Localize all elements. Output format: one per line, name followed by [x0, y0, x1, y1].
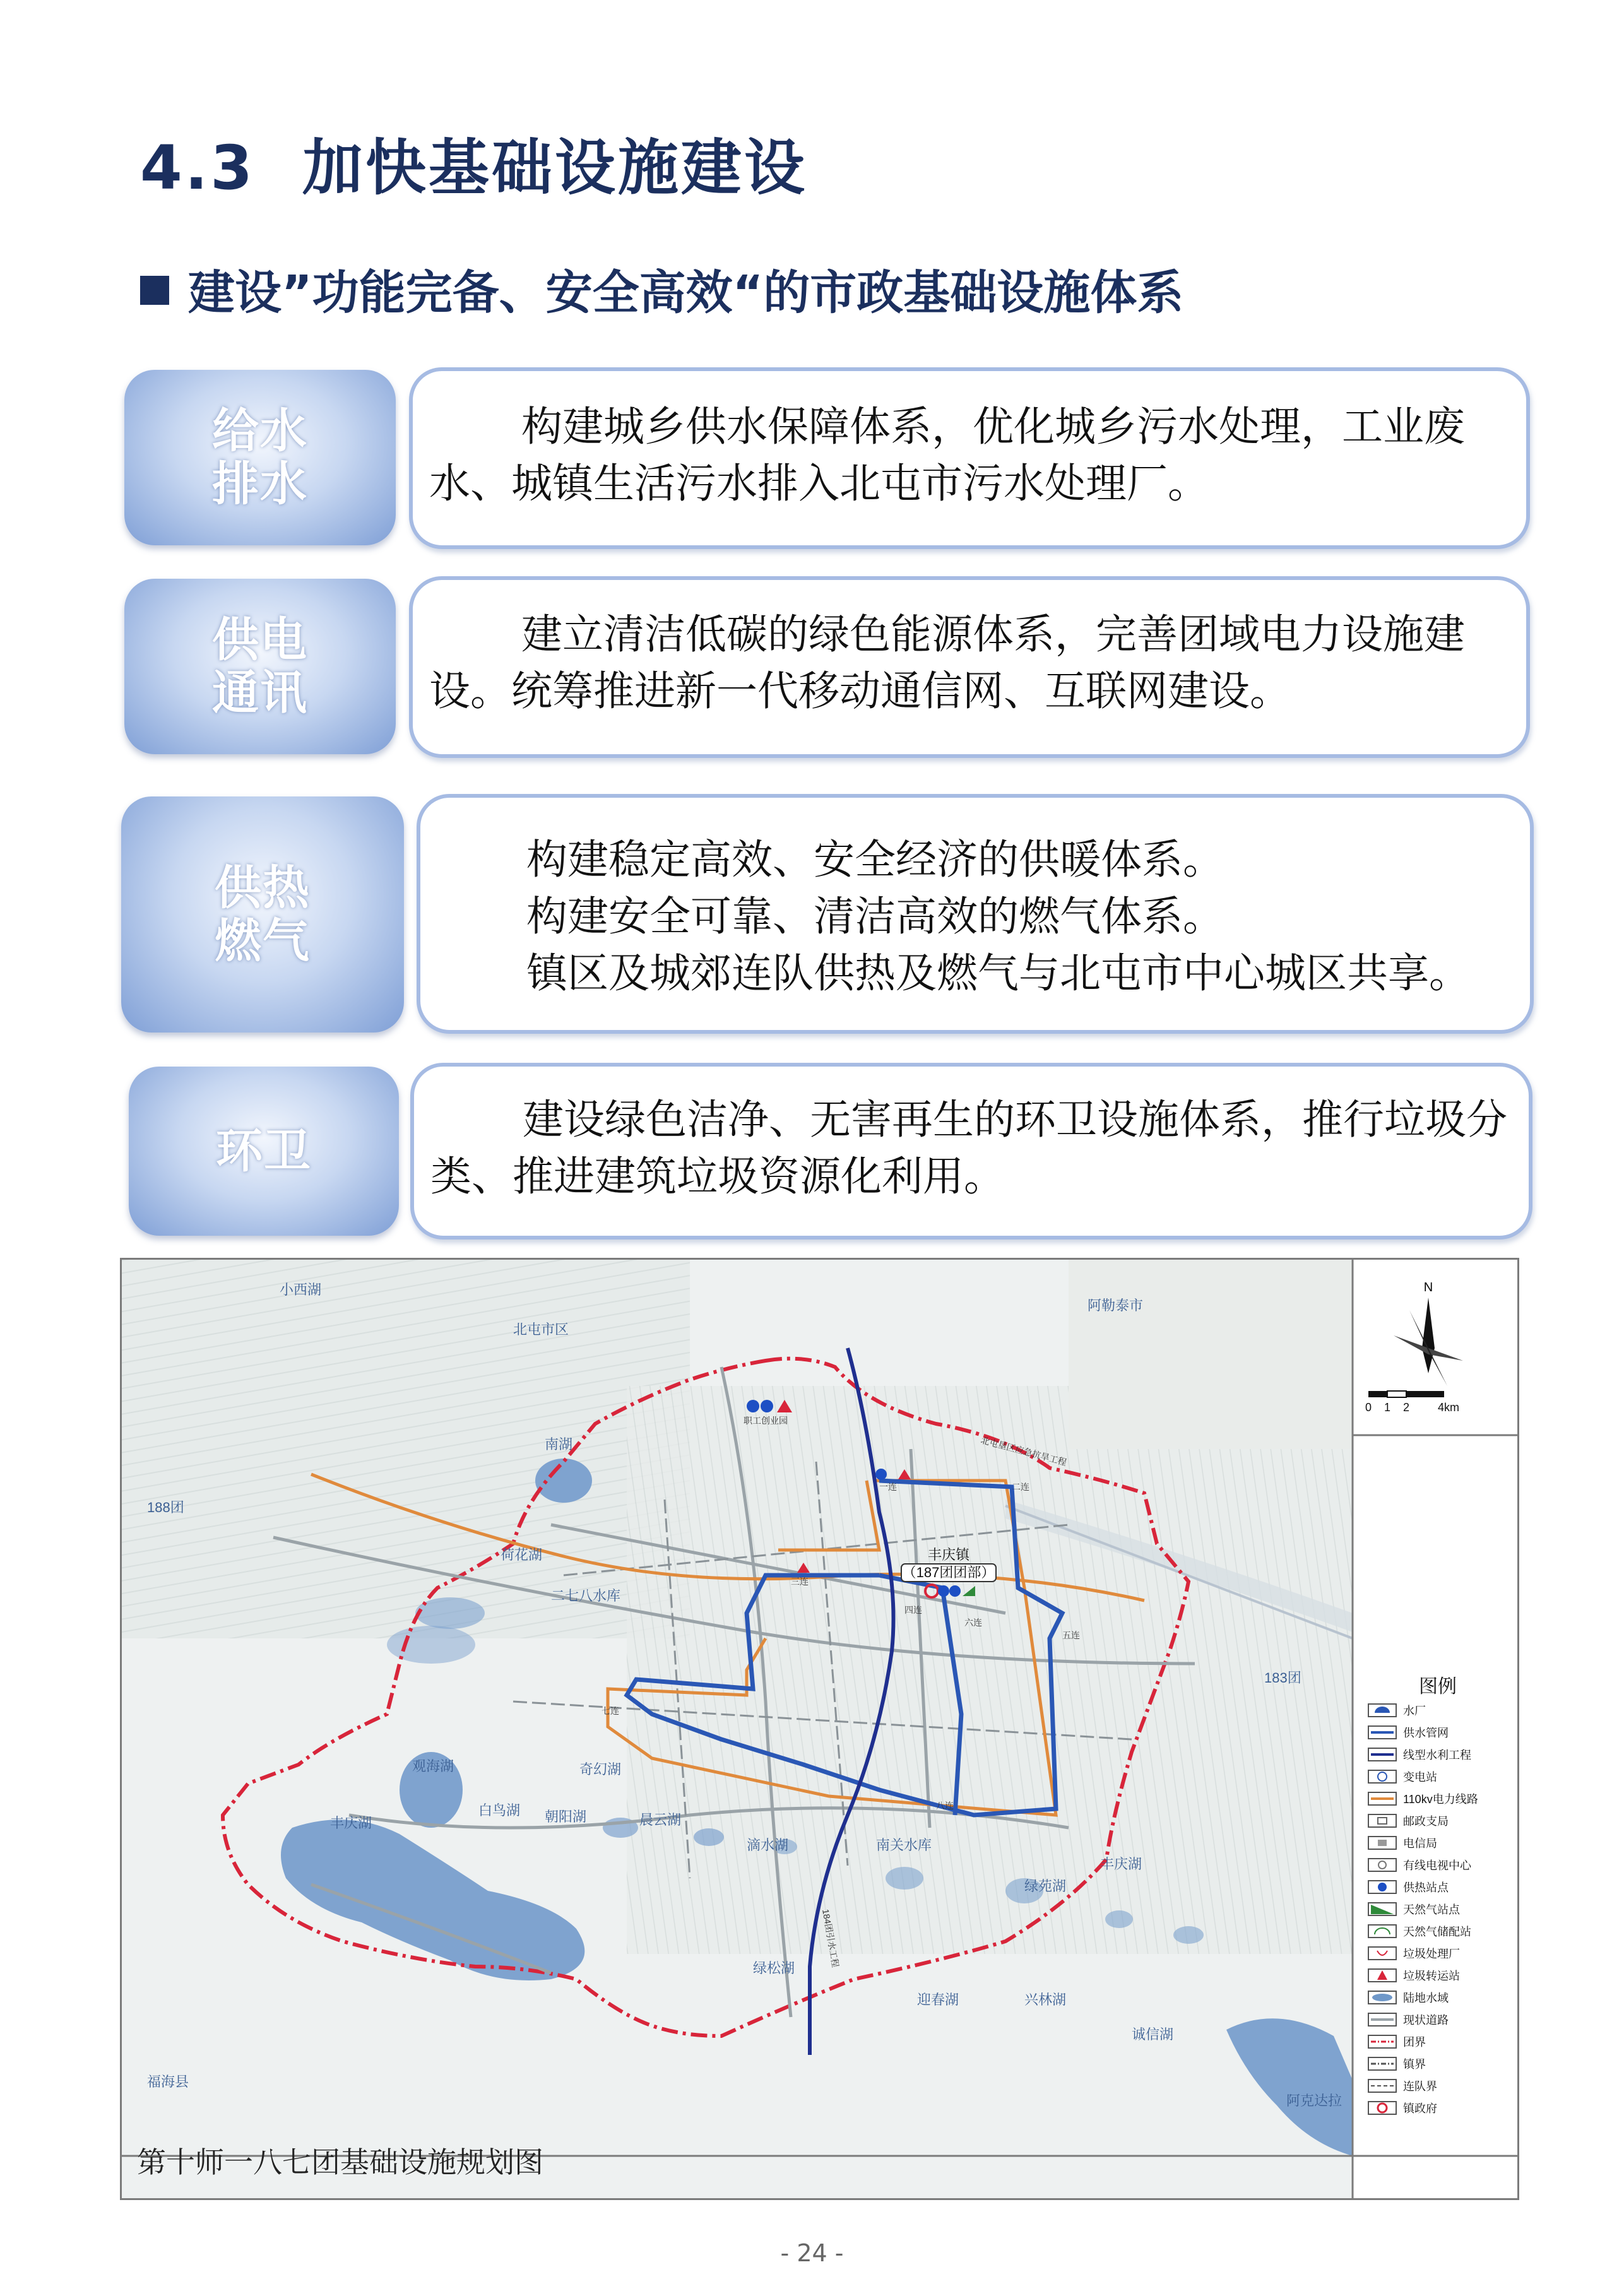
section-number: 4.3 — [140, 133, 256, 203]
place-label: 南湖 — [545, 1436, 573, 1452]
legend-item — [1368, 2102, 1437, 2115]
category-label-line2: 通讯 — [212, 666, 308, 720]
place-label: 晨云湖 — [639, 1812, 682, 1828]
category-badge-water — [124, 370, 396, 545]
settlement-label: 六连 — [964, 1618, 982, 1628]
legend-label: 连队界 — [1403, 2080, 1437, 2093]
place-label: 绿苑湖 — [1024, 1878, 1067, 1894]
category-description-heating — [417, 794, 1534, 1034]
water-area-icon — [1368, 1991, 1396, 2004]
description-paragraph: 镇区及城郊连队供热及燃气与北屯市中心城区共享。 — [526, 950, 1471, 997]
legend-item — [1368, 1748, 1471, 1761]
map-svg — [122, 1260, 1517, 2198]
category-description-water — [409, 367, 1530, 549]
heating-station-icon — [1368, 1881, 1396, 1893]
place-label: 188团 — [147, 1500, 184, 1515]
legend-label: 供热站点 — [1403, 1881, 1449, 1894]
description-paragraph: 建立清洁低碳的绿色能源体系，完善团域电力设施建设。统筹推进新一代移动通信网、互联网建设。 — [429, 611, 1466, 715]
legend-label: 垃圾处理厂 — [1403, 1948, 1460, 1960]
place-label: 183团 — [1264, 1670, 1301, 1686]
legend-label: 镇界 — [1403, 2058, 1426, 2071]
settlement-label: 三连 — [791, 1577, 809, 1587]
legend-item — [1368, 1814, 1449, 1828]
water-plant-icon — [938, 1585, 949, 1597]
subsection-heading — [140, 256, 1183, 323]
place-label: 小西湖 — [280, 1282, 322, 1298]
legend-item — [1368, 1792, 1478, 1806]
town-subtitle: （187团团部） — [902, 1565, 995, 1580]
scale-label: 2 — [1403, 1401, 1410, 1414]
description-paragraph: 构建城乡供水保障体系，优化城乡污水处理，工业废水、城镇生活污水排入北屯市污水处理厂。 — [429, 403, 1466, 507]
settlement-label: 七连 — [602, 1706, 619, 1716]
scale-label: 0 — [1365, 1401, 1372, 1414]
legend-item — [1368, 1726, 1449, 1739]
legend-label: 陆地水域 — [1403, 1992, 1449, 2004]
town-government-icon — [1368, 2102, 1396, 2114]
scale-label: 4km — [1438, 1401, 1460, 1414]
category-description-power — [409, 576, 1530, 758]
legend-label: 垃圾转运站 — [1403, 1970, 1460, 1982]
cable-tv-icon — [1368, 1859, 1396, 1871]
regiment-boundary-icon — [1368, 2035, 1396, 2048]
telecom-icon — [1368, 1837, 1396, 1849]
place-label: 北屯市区 — [513, 1322, 569, 1337]
gas-station-icon — [1368, 1903, 1396, 1915]
company-boundary-icon — [1368, 2080, 1396, 2092]
legend-item — [1368, 2013, 1449, 2027]
legend-label: 镇政府 — [1403, 2102, 1437, 2115]
legend-title: 图例 — [1419, 1676, 1457, 1697]
category-label-line1: 供热 — [215, 861, 311, 915]
legend-label: 团界 — [1403, 2036, 1426, 2049]
legend-label: 现状道路 — [1403, 2014, 1449, 2027]
settlement-label: 五连 — [1062, 1630, 1080, 1640]
place-label: 阿克达拉 — [1286, 2093, 1342, 2109]
place-label: 福海县 — [147, 2074, 189, 2090]
legend-item — [1368, 1859, 1472, 1872]
legend-label: 供水管网 — [1403, 1727, 1449, 1739]
legend-label: 电信局 — [1403, 1837, 1437, 1850]
place-label: 丰庆湖 — [1100, 1856, 1142, 1872]
place-label: 丰庆湖 — [330, 1815, 372, 1831]
heating-station-icon — [875, 1469, 887, 1480]
section-title-text: 加快基础设施建设 — [302, 133, 807, 203]
waste-plant-icon — [1368, 1947, 1396, 1960]
legend-item — [1368, 1881, 1449, 1894]
place-label: 南关水库 — [876, 1837, 932, 1853]
category-badge-heating — [121, 796, 404, 1033]
north-label: N — [1423, 1281, 1433, 1294]
legend-label: 水厂 — [1403, 1705, 1426, 1717]
settlement-label: 职工创业园 — [744, 1416, 788, 1426]
road-icon — [1368, 2013, 1396, 2026]
legend-item — [1368, 1947, 1460, 1960]
subsection-title: 建设”功能完备、安全高效“的市政基础设施体系 — [188, 266, 1184, 320]
canal-icon — [1368, 1748, 1396, 1761]
legend-item — [1368, 1770, 1437, 1784]
map-caption: 第十师一八七团基础设施规划图 — [137, 2145, 543, 2179]
description-paragraph: 构建稳定高效、安全经济的供暖体系。 — [526, 836, 1224, 884]
category-badge-sanitation — [129, 1067, 399, 1236]
category-label-line1: 给水 — [212, 404, 308, 458]
substation-icon — [1368, 1770, 1396, 1783]
settlement-label: 一连 — [879, 1482, 897, 1492]
place-label: 荷花湖 — [501, 1547, 543, 1563]
legend-label: 线型水利工程 — [1403, 1749, 1471, 1761]
place-label: 兴林湖 — [1024, 1992, 1067, 2008]
gas-storage-icon — [1368, 1925, 1396, 1938]
legend-label: 天然气储配站 — [1403, 1926, 1471, 1938]
transfer-station-icon — [1368, 1969, 1396, 1982]
heating-station-icon — [949, 1585, 961, 1597]
category-description-sanitation — [410, 1063, 1532, 1240]
place-label: 迎春湖 — [917, 1992, 959, 2008]
road-label: 北屯垦区应急抗旱工程 — [980, 1435, 1068, 1468]
legend-label: 邮政支局 — [1403, 1815, 1449, 1828]
category-label-line2: 排水 — [212, 457, 308, 511]
legend-item — [1368, 2080, 1437, 2093]
legend-item — [1368, 1837, 1437, 1850]
power-line-icon — [1368, 1792, 1396, 1805]
place-label: 白鸟湖 — [478, 1802, 521, 1818]
scale-label: 1 — [1384, 1401, 1391, 1414]
town-name: 丰庆镇 — [927, 1547, 970, 1563]
legend-item — [1368, 1969, 1460, 1982]
heating-station-icon — [747, 1400, 759, 1412]
legend-label: 天然气站点 — [1403, 1903, 1460, 1916]
settlement-label: 二连 — [1012, 1482, 1029, 1492]
place-label: 绿松湖 — [753, 1960, 795, 1976]
water-main-icon — [1368, 1726, 1396, 1739]
description-paragraph: 建设绿色洁净、无害再生的环卫设施体系，推行垃圾分类、推进建筑垃圾资源化利用。 — [430, 1096, 1508, 1200]
heating-station-icon — [761, 1400, 773, 1412]
settlement-label: 八连 — [936, 1801, 954, 1811]
legend-label: 110kv电力线路 — [1403, 1793, 1478, 1806]
category-label-line2: 燃气 — [215, 914, 311, 968]
page-number: - 24 - — [780, 2239, 844, 2267]
legend-label: 变电站 — [1403, 1771, 1437, 1784]
town-boundary-icon — [1368, 2057, 1396, 2070]
place-label: 滴水湖 — [747, 1837, 789, 1853]
place-label: 阿勒泰市 — [1088, 1298, 1144, 1313]
infrastructure-map — [120, 1258, 1519, 2200]
place-label: 诚信湖 — [1132, 2027, 1174, 2042]
section-title — [140, 120, 807, 206]
legend-item — [1368, 1925, 1471, 1938]
legend-item — [1368, 1991, 1449, 2004]
post-office-icon — [1368, 1814, 1396, 1827]
water-plant-icon — [1368, 1704, 1396, 1717]
category-badge-power — [124, 579, 396, 754]
place-label: 观海湖 — [412, 1758, 454, 1774]
place-label: 奇幻湖 — [579, 1761, 622, 1777]
category-label-line1: 供电 — [212, 613, 308, 667]
place-label: 朝阳湖 — [545, 1809, 587, 1825]
legend-item — [1368, 1903, 1461, 1916]
legend-label: 有线电视中心 — [1403, 1859, 1471, 1872]
settlement-label: 四连 — [904, 1605, 922, 1615]
category-label-line1: 环卫 — [216, 1124, 312, 1178]
description-paragraph: 构建安全可靠、清洁高效的燃气体系。 — [526, 893, 1224, 940]
road-label: 184团引水工程 — [821, 1908, 841, 1968]
bullet-square-icon — [140, 276, 169, 305]
place-label: 二七八水库 — [551, 1588, 621, 1604]
